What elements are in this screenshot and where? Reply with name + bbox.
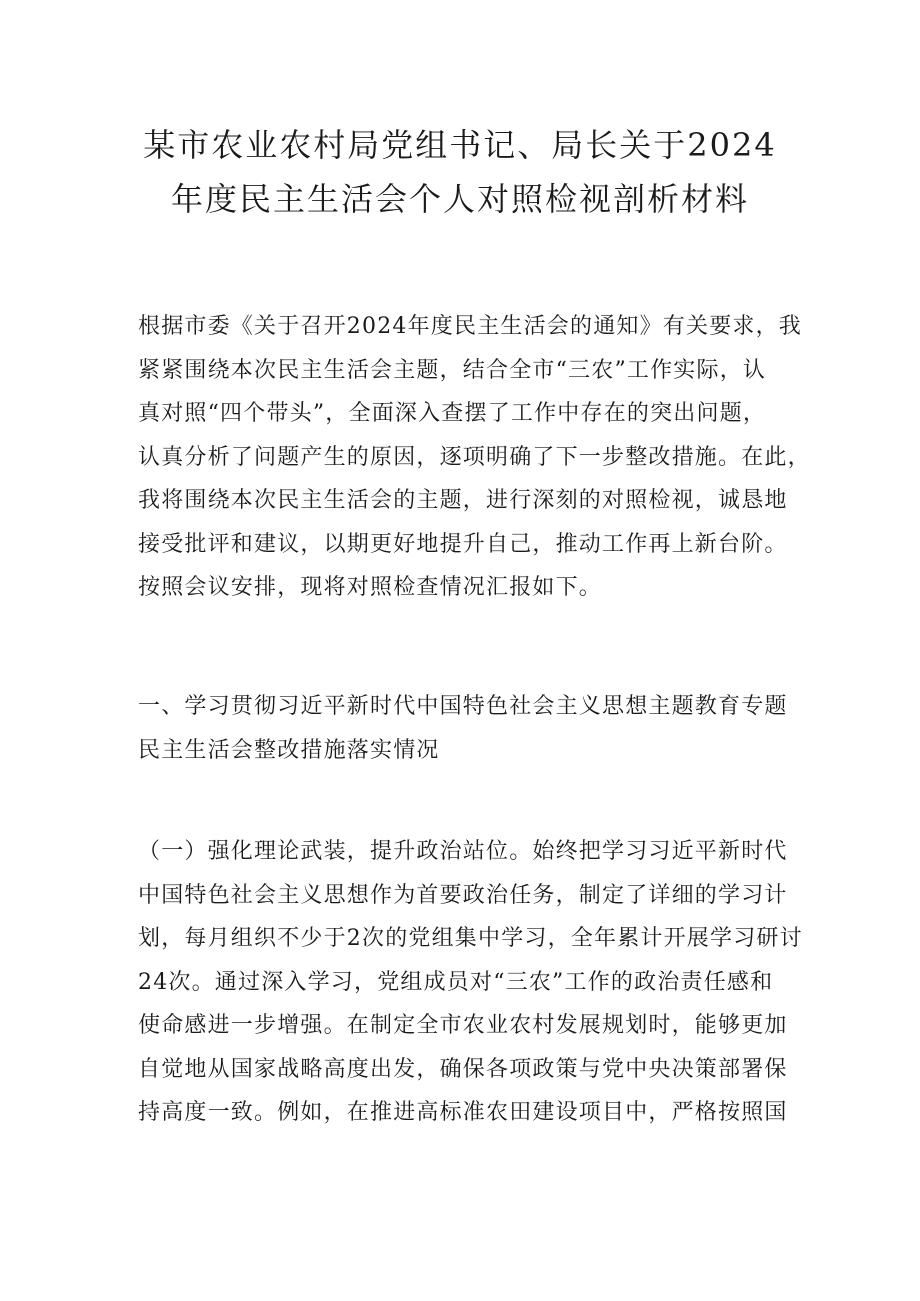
title-line: 某市农业农村局党组书记、局长关于2024 bbox=[143, 126, 777, 164]
text-line: 24次。通过深入学习，党组成员对“三农”工作的政治责任感和 bbox=[138, 969, 774, 995]
intro-paragraph bbox=[138, 305, 811, 610]
section-heading bbox=[138, 685, 798, 772]
text-line: 自觉地从国家战略高度出发，确保各项政策与党中央决策部署保 bbox=[138, 1056, 788, 1082]
text-line: 认真分析了问题产生的原因，逐项明确了下一步整改措施。在此， bbox=[138, 444, 811, 470]
title-line: 年度民主生活会个人对照检视剖析材料 bbox=[170, 180, 749, 218]
text-line: 使命感进一步增强。在制定全市农业农村发展规划时，能够更加 bbox=[138, 1013, 788, 1038]
text-line: 一、学习贯彻习近平新时代中国特色社会主义思想主题教育专题 bbox=[138, 694, 788, 719]
text-line: 按照会议安排，现将对照检查情况汇报如下。 bbox=[138, 575, 603, 600]
text-line: 接受批评和建议，以期更好地提升自己，推动工作再上新台阶。 bbox=[138, 531, 788, 557]
text-line: 中国特色社会主义思想作为首要政治任务，制定了详细的学习计 bbox=[138, 882, 788, 908]
text-line: 我将围绕本次民主生活会的主题，进行深刻的对照检视，诚恳地 bbox=[138, 488, 788, 513]
text-line: 划，每月组织不少于2次的党组集中学习，全年累计开展学习研讨 bbox=[138, 926, 803, 951]
text-line: 民主生活会整改措施落实情况 bbox=[138, 737, 440, 763]
text-line: 紧紧围绕本次民主生活会主题，结合全市“三农”工作实际，认 bbox=[138, 357, 767, 383]
text-line: 真对照“四个带头”，全面深入查摆了工作中存在的突出问题， bbox=[138, 401, 767, 426]
section-paragraph bbox=[138, 830, 803, 1135]
text-line: （一）强化理论武装，提升政治站位。始终把学习习近平新时代 bbox=[138, 839, 788, 864]
text-line: 根据市委《关于召开2024年度民主生活会的通知》有关要求，我 bbox=[138, 314, 802, 339]
text-line: 持高度一致。例如，在推进高标准农田建设项目中，严格按照国 bbox=[138, 1100, 788, 1125]
document-title bbox=[120, 118, 800, 226]
